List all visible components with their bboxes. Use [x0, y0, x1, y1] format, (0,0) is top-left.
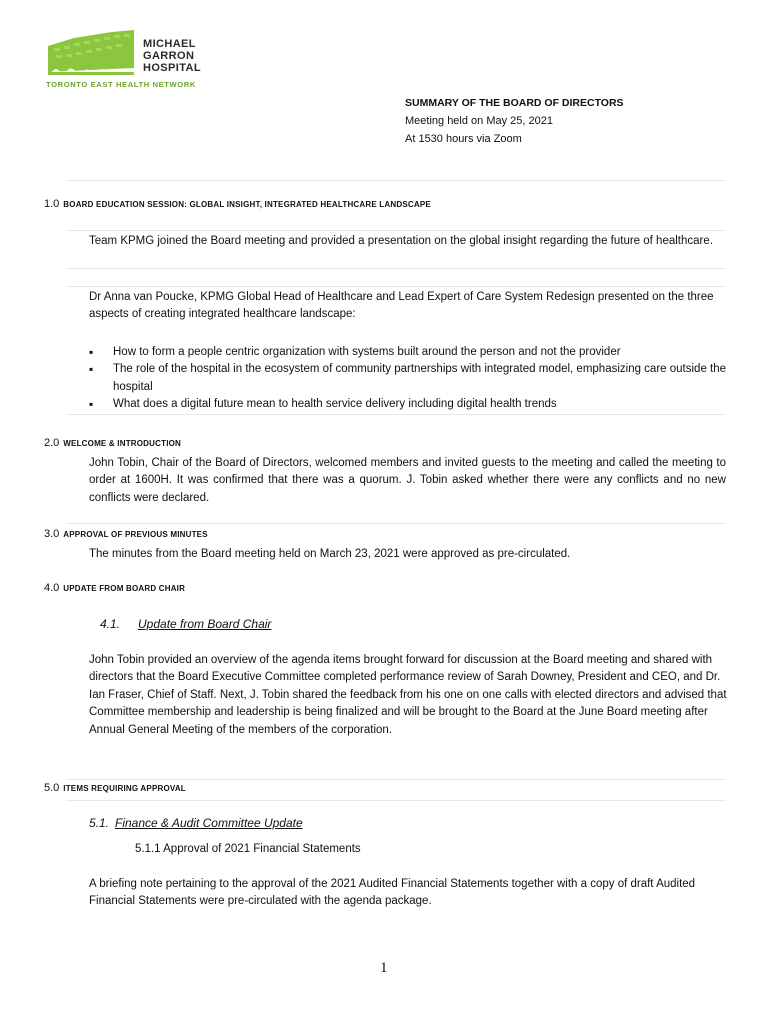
- section-4-1-heading: 4.1. Update from Board Chair: [100, 617, 272, 631]
- divider: [66, 268, 726, 269]
- list-item: ▪ The role of the hospital in the ecosystem of community partnerships with integrated model, emphasizing care outside the hospital: [89, 361, 729, 396]
- section-5-paragraph: A briefing note pertaining to the approval of the 2021 Audited Financial Statements together with a copy of draft Audited Financial Statements were pre-circulated with the agenda package.: [89, 878, 696, 908]
- section-3-heading: 3.0 APPROVAL OF PREVIOUS MINUTES: [44, 528, 208, 540]
- summary-block: [405, 94, 624, 148]
- list-item: ▪ How to form a people centric organization with systems built around the person and not the provider: [89, 344, 729, 361]
- page-number: 1: [380, 960, 388, 976]
- section-4-paragraph: John Tobin provided an overview of the agenda items brought forward for discussion at the Board meeting and shared with directors that the Board Executive Committee completed performance review of Sarah Downey, President and CEO, and Dr. Ian Fraser, Chief of Staff. Next, J. Tobin shared the feedback from his one on one calls with elected directors and advised that Committee membership and leadership is being finalized and will be brought to the Board at the June Board meeting after Annual General Meeting of the members of the corporation.: [89, 654, 727, 736]
- section-2-heading: 2.0 WELCOME & INTRODUCTION: [44, 437, 182, 449]
- divider: [66, 800, 726, 801]
- section-1-paragraph-1: Team KPMG joined the Board meeting and provided a presentation on the global insight regarding the future of healthcare.: [89, 235, 713, 247]
- summary-title: SUMMARY OF THE BOARD OF DIRECTORS: [405, 97, 624, 109]
- section-5-1-heading: 5.1. Finance & Audit Committee Update: [89, 816, 303, 830]
- section-1-bullet-list: [89, 344, 729, 414]
- section-2-paragraph: John Tobin, Chair of the Board of Directors, welcomed members and invited guests to the meeting and called the meeting to order at 1600H. It was confirmed that there was a quorum. J. Tobin asked whether there were any conflicts and no new conflicts were declared.: [89, 457, 726, 504]
- logo-network-name: TORONTO EAST HEALTH NETWORK: [46, 80, 196, 89]
- section-5-heading: 5.0 ITEMS REQUIRING APPROVAL: [44, 782, 186, 794]
- divider: [66, 230, 726, 231]
- divider: [66, 286, 726, 287]
- meeting-date: Meeting held on May 25, 2021: [405, 115, 553, 127]
- section-1-paragraph-2: Dr Anna van Poucke, KPMG Global Head of Healthcare and Lead Expert of Care System Redesign presented on the three aspects of creating integrated healthcare landscape:: [89, 291, 714, 321]
- section-4-heading: 4.0 UPDATE FROM BOARD CHAIR: [44, 582, 186, 594]
- list-item: ▪ What does a digital future mean to health service delivery including digital health trends: [89, 396, 729, 413]
- logo-wordmark: MICHAEL GARRON HOSPITAL: [143, 38, 201, 74]
- divider: [66, 779, 726, 780]
- section-1-heading: 1.0 BOARD EDUCATION SESSION: GLOBAL INSIGHT, INTEGRATED HEALTHCARE LANDSCAPE: [44, 198, 431, 210]
- meeting-time: At 1530 hours via Zoom: [405, 133, 522, 145]
- divider: [66, 414, 726, 415]
- divider: [66, 180, 726, 181]
- section-3-paragraph: The minutes from the Board meeting held on March 23, 2021 were approved as pre-circulated.: [89, 548, 571, 560]
- section-5-1-1-heading: 5.1.1 Approval of 2021 Financial Statements: [135, 843, 361, 855]
- divider: [66, 523, 726, 524]
